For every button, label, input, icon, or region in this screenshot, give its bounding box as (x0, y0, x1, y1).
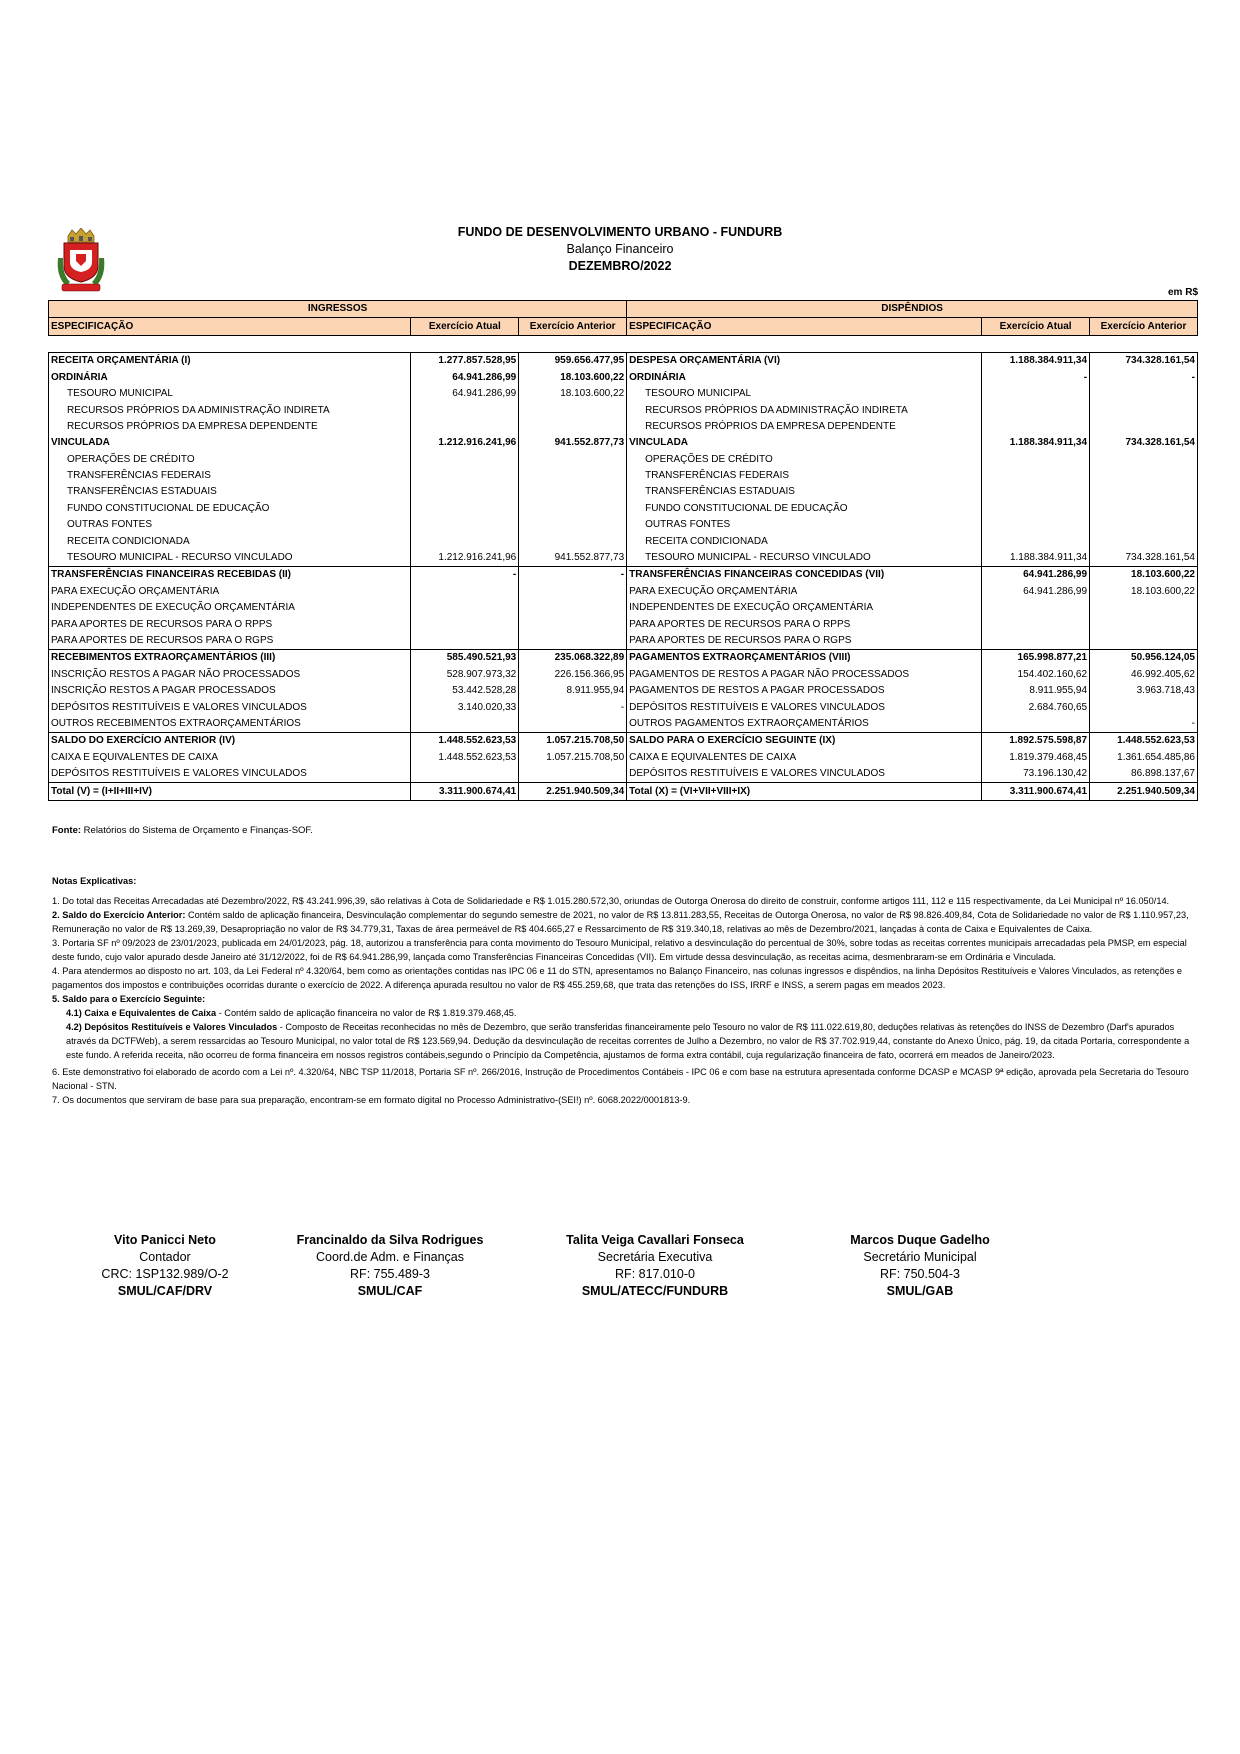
previous-year-value (1090, 452, 1198, 468)
note-2 (52, 908, 1192, 936)
row-label: PAGAMENTOS DE RESTOS A PAGAR NÃO PROCESSADOS (627, 667, 982, 683)
previous-year-value (519, 517, 627, 533)
previous-year-value (519, 766, 627, 783)
table-row (49, 452, 1198, 468)
previous-year-value: 1.057.215.708,50 (519, 750, 627, 766)
row-label: DEPÓSITOS RESTITUÍVEIS E VALORES VINCULADOS (49, 766, 411, 783)
dispendios-header: DISPÊNDIOS (627, 301, 1198, 318)
previous-year-value: 734.328.161,54 (1090, 435, 1198, 451)
previous-year-column-header: Exercício Anterior (1090, 318, 1198, 335)
row-label: INSCRIÇÃO RESTOS A PAGAR NÃO PROCESSADOS (49, 667, 411, 683)
row-label: RECURSOS PRÓPRIOS DA EMPRESA DEPENDENTE (627, 419, 982, 435)
row-label: INSCRIÇÃO RESTOS A PAGAR PROCESSADOS (49, 683, 411, 699)
signer-id: RF: 755.489-3 (350, 1267, 430, 1281)
current-year-value: 3.140.020,33 (411, 699, 519, 715)
signer-name: Marcos Duque Gadelho (850, 1233, 990, 1247)
previous-year-value: 86.898.137,67 (1090, 766, 1198, 783)
current-year-value (411, 501, 519, 517)
previous-year-value: 3.963.718,43 (1090, 683, 1198, 699)
previous-year-value (519, 452, 627, 468)
table-row (49, 435, 1198, 451)
row-label: PARA APORTES DE RECURSOS PARA O RGPS (627, 633, 982, 650)
previous-year-value (1090, 517, 1198, 533)
current-year-value: 3.311.900.674,41 (982, 783, 1090, 800)
current-year-value (982, 468, 1090, 484)
signature-block (810, 1232, 1030, 1300)
previous-year-value (1090, 468, 1198, 484)
row-label: VINCULADA (49, 435, 411, 451)
table-row (49, 733, 1198, 750)
current-year-value: 64.941.286,99 (411, 370, 519, 386)
previous-year-value: 235.068.322,89 (519, 650, 627, 667)
table-row (49, 468, 1198, 484)
previous-year-value: 18.103.600,22 (1090, 567, 1198, 584)
note-5-2 (52, 1020, 1192, 1062)
previous-year-value: 941.552.877,73 (519, 550, 627, 567)
note-3: 3. Portaria SF nº 09/2023 de 23/01/2023, publicada em 24/01/2023, pág. 18, autorizou a transferência para conta movimento do Tesouro Municipal, relativo a desvinculação do percentual de 30%, sobre todas as receitas correntes municipais arrecadadas pela PMSP, em especial deste fundo, cujo valor apurado desde Janeiro até 31/12/2022, foi de R$ 64.941.286,99, lançada como Transferências Financeiras Concedidas (VII). Em virtude dessa desvinculação, as receitas acima, desmenbraram-se em Ordinária e Vinculada. (52, 938, 1187, 962)
current-year-value (411, 600, 519, 616)
previous-year-value: 18.103.600,22 (519, 370, 627, 386)
previous-year-value: 50.956.124,05 (1090, 650, 1198, 667)
ingressos-header: INGRESSOS (49, 301, 627, 318)
previous-year-value (519, 533, 627, 549)
note-1: 1. Do total das Receitas Arrecadadas até Dezembro/2022, R$ 43.241.996,39, são relativas à Cota de Solidariedade e R$ 1.015.280.572,30, oriundas de Outorga Onerosa do direito de construir, conforme artigos 111, 112 e 115 respectivamente, da Lei Municipal nº 16.050/14. (52, 896, 1170, 906)
table-row (49, 600, 1198, 616)
current-year-column-header: Exercício Atual (982, 318, 1090, 335)
document-subtitle: Balanço Financeiro (566, 242, 674, 256)
previous-year-value: 959.656.477,95 (519, 353, 627, 370)
row-label: CAIXA E EQUIVALENTES DE CAIXA (49, 750, 411, 766)
row-label: FUNDO CONSTITUCIONAL DE EDUCAÇÃO (627, 501, 982, 517)
previous-year-value: 1.057.215.708,50 (519, 733, 627, 750)
document-period: DEZEMBRO/2022 (568, 259, 672, 273)
current-year-value: 1.448.552.623,53 (411, 750, 519, 766)
signer-name: Talita Veiga Cavallari Fonseca (566, 1233, 744, 1247)
previous-year-value: - (519, 567, 627, 584)
table-row (49, 419, 1198, 435)
previous-year-value (1090, 419, 1198, 435)
signer-name: Francinaldo da Silva Rodrigues (296, 1233, 484, 1247)
row-label: DESPESA ORÇAMENTÁRIA (VI) (627, 353, 982, 370)
previous-year-value (1090, 501, 1198, 517)
row-label: PAGAMENTOS EXTRAORÇAMENTÁRIOS (VIII) (627, 650, 982, 667)
row-label: TESOURO MUNICIPAL - RECURSO VINCULADO (49, 550, 411, 567)
previous-year-value (1090, 633, 1198, 650)
current-year-value (982, 616, 1090, 632)
row-label: TESOURO MUNICIPAL (49, 386, 411, 402)
note-2-label: 2. Saldo do Exercício Anterior: (52, 910, 186, 920)
previous-year-value (519, 468, 627, 484)
current-year-value (982, 501, 1090, 517)
row-label: TRANSFERÊNCIAS ESTADUAIS (49, 484, 411, 500)
current-year-value (411, 484, 519, 500)
previous-year-value: 734.328.161,54 (1090, 550, 1198, 567)
row-label: RECURSOS PRÓPRIOS DA EMPRESA DEPENDENTE (49, 419, 411, 435)
row-label: TRANSFERÊNCIAS FINANCEIRAS CONCEDIDAS (VII) (627, 567, 982, 584)
previous-year-value (1090, 402, 1198, 418)
table-row (49, 567, 1198, 584)
current-year-value (982, 633, 1090, 650)
current-year-value: 1.892.575.598,87 (982, 733, 1090, 750)
current-year-value (411, 633, 519, 650)
current-year-value (411, 517, 519, 533)
row-label: DEPÓSITOS RESTITUÍVEIS E VALORES VINCULADOS (49, 699, 411, 715)
row-label: Total (X) = (VI+VII+VIII+IX) (627, 783, 982, 800)
current-year-value: 64.941.286,99 (411, 386, 519, 402)
current-year-value (982, 386, 1090, 402)
sao-paulo-coat-of-arms-icon (56, 228, 106, 294)
current-year-value (982, 452, 1090, 468)
previous-year-value: 2.251.940.509,34 (519, 783, 627, 800)
table-row (49, 633, 1198, 650)
current-year-value: 64.941.286,99 (982, 584, 1090, 600)
row-label: VINCULADA (627, 435, 982, 451)
row-label: RECEBIMENTOS EXTRAORÇAMENTÁRIOS (III) (49, 650, 411, 667)
table-row (49, 533, 1198, 549)
row-label: OPERAÇÕES DE CRÉDITO (627, 452, 982, 468)
signature-block (270, 1232, 510, 1300)
current-year-value: 64.941.286,99 (982, 567, 1090, 584)
current-year-value (411, 616, 519, 632)
row-label: TRANSFERÊNCIAS FINANCEIRAS RECEBIDAS (II) (49, 567, 411, 584)
current-year-value (411, 533, 519, 549)
previous-year-value (519, 716, 627, 733)
previous-year-value (519, 402, 627, 418)
previous-year-column-header: Exercício Anterior (519, 318, 627, 335)
row-label: CAIXA E EQUIVALENTES DE CAIXA (627, 750, 982, 766)
previous-year-value: - (1090, 370, 1198, 386)
note-5-title (52, 992, 1192, 1006)
currency-unit: em R$ (1167, 287, 1198, 298)
row-label: PARA APORTES DE RECURSOS PARA O RPPS (49, 616, 411, 632)
table-row (49, 766, 1198, 783)
spec-column-header: ESPECIFICAÇÃO (49, 318, 411, 335)
row-label: TRANSFERÊNCIAS FEDERAIS (627, 468, 982, 484)
signer-unit: SMUL/ATECC/FUNDURB (581, 1284, 729, 1298)
previous-year-value (519, 484, 627, 500)
row-label: PARA EXECUÇÃO ORÇAMENTÁRIA (627, 584, 982, 600)
note-4: 4. Para atendermos ao disposto no art. 103, da Lei Federal nº 4.320/64, bem como as orientações contidas nas IPC 06 e 11 do STN, apresentamos no Balanço Financeiro, nas colunas ingressos e dispêndios, na linha Depósitos Restituíveis e Valores Vinculados, as retenções e pagamentos dos impostos e contribuições ocorridas durante o exercício de 2022. A diferença apurada resultou no valor de R$ 455.259,68, que trata das retenções do ISS, IRRF e INSS, a serem pagas em meados 2023. (52, 966, 1182, 990)
previous-year-value: 18.103.600,22 (1090, 584, 1198, 600)
table-row (49, 517, 1198, 533)
row-label: PARA APORTES DE RECURSOS PARA O RGPS (49, 633, 411, 650)
table-row (49, 353, 1198, 370)
row-label: OUTRAS FONTES (49, 517, 411, 533)
current-year-value: 1.448.552.623,53 (411, 733, 519, 750)
previous-year-value: 941.552.877,73 (519, 435, 627, 451)
note-5-2-text: - Composto de Receitas reconhecidas no mês de Dezembro, que serão transferidas financeiramente pelo Tesouro no valor de R$ 111.022.619,80, deduções relativas às retenções do INSS de Dezembro (Darf's apurados através da DCTFWeb), a serem ressarcidas ao Tesouro Municipal, no valor total de R$ 123.569,94. Dedução da desvinculação de receitas correntes de Julho a Dezembro, no valor de R$ 37.702.919,44, constante do Anexo Único, pág. 19, da citada Portaria, correspondente a este fundo. A referida receita, não ocorreu de forma financeira em nossos registros contábeis,segundo o Princípio da Competência, ajustamos de forma extra contábil, cuja regularização financeira de fato, ocorrerá em meados de Janeiro/2023. (66, 1022, 1190, 1060)
previous-year-value: 2.251.940.509,34 (1090, 783, 1198, 800)
row-label: INDEPENDENTES DE EXECUÇÃO ORÇAMENTÁRIA (49, 600, 411, 616)
note-5-1-text: - Contém saldo de aplicação financeira no valor de R$ 1.819.379.468,45. (216, 1008, 517, 1018)
previous-year-value: 226.156.366,95 (519, 667, 627, 683)
current-year-value (411, 716, 519, 733)
signature-block (530, 1232, 780, 1300)
signer-name: Vito Panicci Neto (114, 1233, 216, 1247)
document-title: FUNDO DE DESENVOLVIMENTO URBANO - FUNDURB (457, 225, 783, 239)
signer-unit: SMUL/CAF/DRV (117, 1284, 213, 1298)
current-year-value: 1.819.379.468,45 (982, 750, 1090, 766)
current-year-value (411, 584, 519, 600)
current-year-value: - (982, 370, 1090, 386)
row-label: Total (V) = (I+II+III+IV) (49, 783, 411, 800)
current-year-value (411, 468, 519, 484)
table-row (49, 484, 1198, 500)
current-year-column-header: Exercício Atual (411, 318, 519, 335)
current-year-value (411, 402, 519, 418)
row-label: RECEITA CONDICIONADA (49, 533, 411, 549)
current-year-value: 165.998.877,21 (982, 650, 1090, 667)
previous-year-value (1090, 600, 1198, 616)
signer-role: Secretário Municipal (863, 1250, 977, 1264)
previous-year-value: - (519, 699, 627, 715)
current-year-value: 1.188.384.911,34 (982, 550, 1090, 567)
row-label: OUTRAS FONTES (627, 517, 982, 533)
current-year-value: 528.907.973,32 (411, 667, 519, 683)
current-year-value (982, 517, 1090, 533)
previous-year-value: 1.448.552.623,53 (1090, 733, 1198, 750)
table-row (49, 501, 1198, 517)
source-text: Relatórios do Sistema de Orçamento e Finanças-SOF. (81, 825, 313, 836)
table-row (49, 550, 1198, 567)
current-year-value: - (411, 567, 519, 584)
signer-role: Secretária Executiva (597, 1250, 713, 1264)
row-label: PARA APORTES DE RECURSOS PARA O RPPS (627, 616, 982, 632)
row-label: DEPÓSITOS RESTITUÍVEIS E VALORES VINCULADOS (627, 766, 982, 783)
current-year-value (411, 452, 519, 468)
previous-year-value (519, 600, 627, 616)
signer-unit: SMUL/GAB (886, 1284, 954, 1298)
note-5-2-label: 4.2) Depósitos Restituíveis e Valores Vinculados (66, 1022, 278, 1032)
table-row (49, 584, 1198, 600)
spec-column-header: ESPECIFICAÇÃO (627, 318, 982, 335)
current-year-value: 585.490.521,93 (411, 650, 519, 667)
table-row (49, 683, 1198, 699)
row-label: RECURSOS PRÓPRIOS DA ADMINISTRAÇÃO INDIRETA (627, 402, 982, 418)
current-year-value (411, 419, 519, 435)
note-7: 7. Os documentos que serviram de base para sua preparação, encontram-se em formato digital no Processo Administrativo-(SEI!) nº. 6068.2022/0001813-9. (52, 1095, 691, 1105)
current-year-value: 73.196.130,42 (982, 766, 1090, 783)
previous-year-value: - (1090, 716, 1198, 733)
signer-id: CRC: 1SP132.989/O-2 (101, 1267, 229, 1281)
current-year-value: 154.402.160,62 (982, 667, 1090, 683)
row-label: TRANSFERÊNCIAS ESTADUAIS (627, 484, 982, 500)
signer-role: Coord.de Adm. e Finanças (316, 1250, 464, 1264)
signer-id: RF: 750.504-3 (880, 1267, 960, 1281)
previous-year-value (1090, 386, 1198, 402)
previous-year-value: 46.992.405,62 (1090, 667, 1198, 683)
row-label: TESOURO MUNICIPAL - RECURSO VINCULADO (627, 550, 982, 567)
table-row (49, 402, 1198, 418)
note-5-1-label: 4.1) Caixa e Equivalentes de Caixa (66, 1008, 217, 1018)
source-label: Fonte: (52, 825, 82, 836)
current-year-value: 2.684.760,65 (982, 699, 1090, 715)
previous-year-value (1090, 533, 1198, 549)
note-6: 6. Este demonstrativo foi elaborado de acordo com a Lei nº. 4.320/64, NBC TSP 11/2018, Portaria SF nº. 266/2016, Instrução de Procedimentos Contábeis - IPC 06 e com base na estrutura apresentada conforme DCASP e MCASP 9ª edição, aprovada pela Secretaria do Tesouro Nacional - STN. (52, 1067, 1189, 1091)
row-label: ORDINÁRIA (49, 370, 411, 386)
row-label: OUTROS RECEBIMENTOS EXTRAORÇAMENTÁRIOS (49, 716, 411, 733)
previous-year-value (1090, 616, 1198, 632)
row-label: FUNDO CONSTITUCIONAL DE EDUCAÇÃO (49, 501, 411, 517)
table-row (49, 783, 1198, 800)
table-row (49, 616, 1198, 632)
row-label: OPERAÇÕES DE CRÉDITO (49, 452, 411, 468)
signature-block (60, 1232, 270, 1300)
row-label: PAGAMENTOS DE RESTOS A PAGAR PROCESSADOS (627, 683, 982, 699)
current-year-value: 1.212.916.241,96 (411, 550, 519, 567)
row-label: DEPÓSITOS RESTITUÍVEIS E VALORES VINCULADOS (627, 699, 982, 715)
previous-year-value: 18.103.600,22 (519, 386, 627, 402)
table-row (49, 650, 1198, 667)
previous-year-value: 734.328.161,54 (1090, 353, 1198, 370)
row-label: SALDO PARA O EXERCÍCIO SEGUINTE (IX) (627, 733, 982, 750)
row-label: RECEITA CONDICIONADA (627, 533, 982, 549)
current-year-value (982, 533, 1090, 549)
row-label: PARA EXECUÇÃO ORÇAMENTÁRIA (49, 584, 411, 600)
previous-year-value (1090, 699, 1198, 715)
row-label: SALDO DO EXERCÍCIO ANTERIOR (IV) (49, 733, 411, 750)
document-header (300, 224, 940, 275)
previous-year-value (1090, 484, 1198, 500)
previous-year-value: 8.911.955,94 (519, 683, 627, 699)
signer-role: Contador (139, 1250, 191, 1264)
notes-title: Notas Explicativas: (52, 876, 137, 886)
table-row (49, 667, 1198, 683)
table-row (49, 750, 1198, 766)
current-year-value: 1.212.916.241,96 (411, 435, 519, 451)
row-label: INDEPENDENTES DE EXECUÇÃO ORÇAMENTÁRIA (627, 600, 982, 616)
signer-id: RF: 817.010-0 (615, 1267, 695, 1281)
row-label: ORDINÁRIA (627, 370, 982, 386)
balance-table (48, 300, 1198, 801)
note-5-1 (52, 1006, 1192, 1020)
table-row (49, 699, 1198, 715)
previous-year-value (519, 616, 627, 632)
row-label: TRANSFERÊNCIAS FEDERAIS (49, 468, 411, 484)
table-row (49, 716, 1198, 733)
row-label: OUTROS PAGAMENTOS EXTRAORÇAMENTÁRIOS (627, 716, 982, 733)
table-row (49, 370, 1198, 386)
previous-year-value (519, 419, 627, 435)
current-year-value: 53.442.528,28 (411, 683, 519, 699)
note-2-text: Contém saldo de aplicação financeira, Desvinculação complementar do segundo semestre de 2021, no valor de R$ 13.811.283,55, Receitas de Outorga Onerosa, no valor de R$ 98.826.409,84, Cota de Solidariedade no valor de R$ 1.110.957,23, Remuneração no valor de R$ 13.269,39, Desapropriação no valor de R$ 34.779,31, Taxas de área permeável de R$ 404.665,27 e Ressarcimento de R$ 319.340,18, relativas ao mês de Dezembro/2021, lançadas à conta de Caixa e Equivalentes de Caixa. (52, 910, 1189, 934)
current-year-value (982, 484, 1090, 500)
current-year-value: 1.277.857.528,95 (411, 353, 519, 370)
table-row (49, 386, 1198, 402)
current-year-value (982, 419, 1090, 435)
current-year-value (982, 716, 1090, 733)
current-year-value (411, 766, 519, 783)
previous-year-value (519, 584, 627, 600)
previous-year-value: 1.361.654.485,86 (1090, 750, 1198, 766)
current-year-value: 1.188.384.911,34 (982, 353, 1090, 370)
row-label: RECEITA ORÇAMENTÁRIA (I) (49, 353, 411, 370)
current-year-value: 8.911.955,94 (982, 683, 1090, 699)
current-year-value: 3.311.900.674,41 (411, 783, 519, 800)
signer-unit: SMUL/CAF (357, 1284, 423, 1298)
note-5-label: 5. Saldo para o Exercício Seguinte: (52, 994, 206, 1004)
current-year-value (982, 600, 1090, 616)
previous-year-value (519, 633, 627, 650)
row-label: TESOURO MUNICIPAL (627, 386, 982, 402)
current-year-value (982, 402, 1090, 418)
row-label: RECURSOS PRÓPRIOS DA ADMINISTRAÇÃO INDIRETA (49, 402, 411, 418)
previous-year-value (519, 501, 627, 517)
explanatory-notes (52, 874, 1192, 1107)
current-year-value: 1.188.384.911,34 (982, 435, 1090, 451)
source-note (52, 825, 313, 836)
